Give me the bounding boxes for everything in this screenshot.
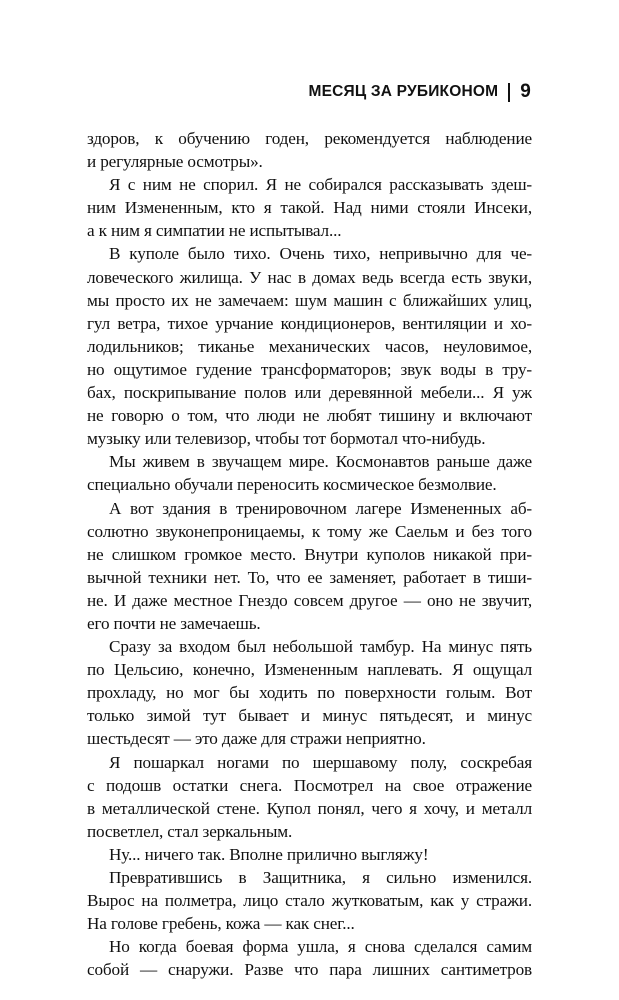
text-line: прохладу, но мог бы ходить по поверхности голым. Вот <box>87 683 532 703</box>
text-line: а к ним я симпатии не испытывал... <box>87 221 342 241</box>
text-line: гул ветра, тихое урчание кондиционеров, вентиляции и хо- <box>87 313 532 333</box>
text-line: не говорю о том, что люди не любят тишину и включают <box>87 406 532 426</box>
text-line: В куполе было тихо. Очень тихо, непривычно для че- <box>109 244 532 264</box>
text-line: Сразу за входом был небольшой тамбур. На минус пять <box>109 637 532 657</box>
text-line: только зимой тут бывает и минус пятьдесят, и минус <box>87 706 532 726</box>
text-line: Но когда боевая форма ушла, я снова сделался самим <box>109 937 532 957</box>
text-line: собой — снаружи. Разве что пара лишних сантиметров <box>87 960 532 980</box>
text-line: не. И даже местное Гнездо совсем другое — оно не звучит, <box>87 590 532 610</box>
text-line: вычной техники нет. То, что ее заменяет, работает в тиши- <box>87 567 532 587</box>
running-title: МЕСЯЦ ЗА РУБИКОНОМ <box>308 83 499 100</box>
text-line: но ощутимое гудение трансформаторов; звук воды в тру- <box>87 359 532 379</box>
text-line: посветлел, стал зеркальным. <box>87 821 293 841</box>
text-line: мы просто их не замечаем: шум машин с ближайших улиц, <box>87 290 532 310</box>
text-line: специально обучали переносить космическое безмолвие. <box>87 475 497 495</box>
text-line: А вот здания в тренировочном лагере Измененных аб- <box>109 498 532 518</box>
text-line: бах, поскрипывание полов или деревянной мебели... Я уж <box>87 383 532 403</box>
text-line: с подошв остатки снега. Посмотрел на свое отражение <box>87 775 532 795</box>
text-line: не слишком громкое место. Внутри куполов никакой при- <box>87 544 532 564</box>
text-line: Я пошаркал ногами по шершавому полу, соскребая <box>109 752 532 772</box>
text-line: лодильников; тиканье механических часов, неуловимое, <box>87 336 532 356</box>
body-text <box>87 127 532 981</box>
text-line: Вырос на полметра, лицо стало жутковатым, как у стражи. <box>87 891 532 911</box>
text-line: ловеческого жилища. У нас в домах ведь всегда есть звуки, <box>87 267 532 287</box>
text-line: Мы живем в звучащем мире. Космонавтов раньше даже <box>109 452 532 472</box>
text-line: Ну... ничего так. Вполне прилично выгляжу! <box>109 844 429 864</box>
text-line: в металлической стене. Купол понял, чего я хочу, и металл <box>87 798 532 818</box>
text-line: и регулярные осмотры». <box>87 152 263 172</box>
text-line: по Цельсию, конечно, Измененным наплевать. Я ощущал <box>87 660 532 680</box>
text-line: шестьдесят — это даже для стражи неприятно. <box>87 729 426 749</box>
text-line: музыку или телевизор, чтобы тот бормотал что-нибудь. <box>87 429 486 449</box>
text-line: здоров, к обучению годен, рекомендуется наблюдение <box>87 129 532 148</box>
running-head <box>308 82 531 102</box>
text-line: ним Измененным, кто я такой. Над ними стояли Инсеки, <box>87 198 532 218</box>
text-line: солютно звуконепроницаемы, к тому же Саельм и без того <box>87 521 532 541</box>
text-line: его почти не замечаешь. <box>87 613 261 633</box>
header-divider <box>508 83 510 102</box>
page-number: 9 <box>520 81 531 102</box>
text-line: На голове гребень, кожа — как снег... <box>87 914 355 934</box>
text-line: Я с ним не спорил. Я не собирался рассказывать здеш- <box>109 175 532 195</box>
text-line: Превратившись в Защитника, я сильно изменился. <box>109 868 532 887</box>
